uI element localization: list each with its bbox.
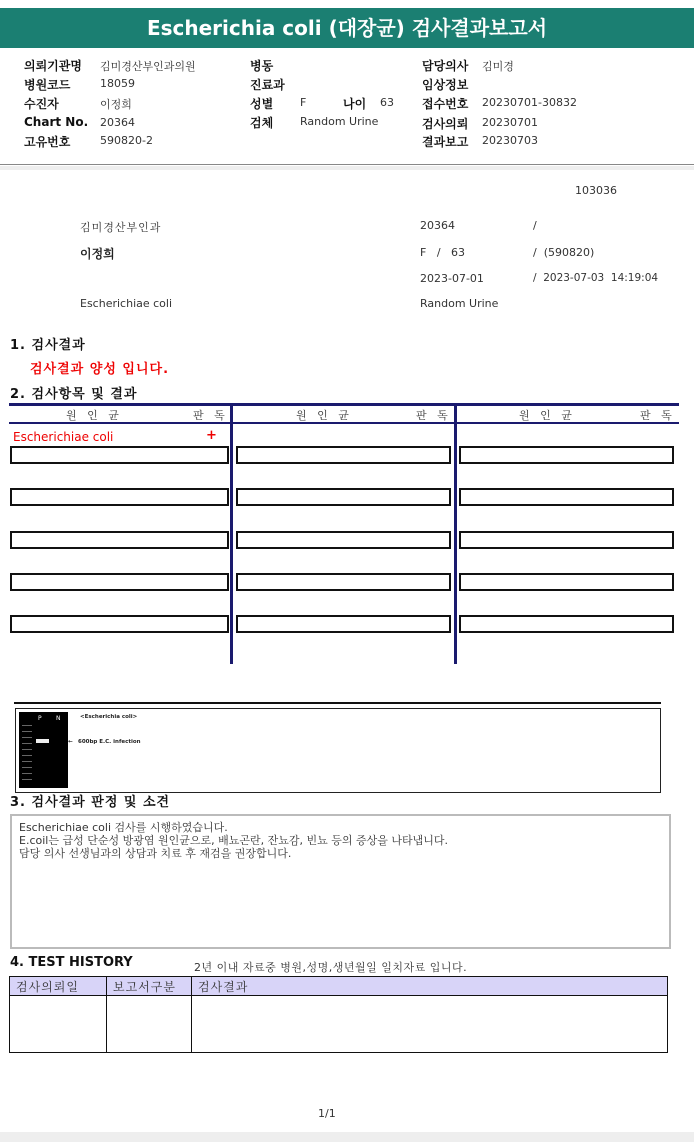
column-rule-2 (454, 403, 457, 664)
section-4-title: 4. TEST HISTORY (10, 955, 133, 970)
specimen-value: Random Urine (300, 115, 379, 128)
info-chart-no: 20364 (420, 219, 455, 232)
history-header-result: 검사결과 (192, 977, 668, 996)
result-box (10, 573, 229, 591)
col-head-reading-1: 판 독 (193, 409, 225, 422)
patient-value: 이정희 (100, 98, 132, 111)
hospital-code-label: 병원코드 (24, 78, 71, 92)
gel-lane-n: N (56, 715, 61, 722)
result-box (459, 488, 674, 506)
result-box (459, 573, 674, 591)
opinion-box (10, 814, 671, 949)
gel-band-label: 600bp E.C. infection (78, 739, 141, 745)
result-box (236, 615, 451, 633)
col-head-organism-1: 원 인 균 (66, 409, 119, 422)
document-number: 103036 (575, 184, 617, 197)
opinion-text (19, 821, 448, 860)
info-request-date: 2023-07-01 (420, 272, 484, 285)
gel-lane-p: P (38, 715, 42, 722)
opinion-line-3: 담당 의사 선생님과의 상담과 치료 후 재검을 권장합니다. (19, 847, 292, 860)
hospital-name-label: 의뢰기관명 (24, 59, 82, 73)
receipt-no-value: 20230701-30832 (482, 96, 577, 109)
info-report-datetime: / 2023-07-03 14:19:04 (533, 272, 659, 284)
gel-top-rule (14, 702, 661, 704)
section-1-title: 1. 검사결과 (10, 338, 86, 353)
hospital-name-value: 김미경산부인과의원 (100, 60, 196, 73)
report-date-value: 20230703 (482, 134, 538, 147)
result-box (10, 615, 229, 633)
info-birth: / (590820) (533, 246, 595, 259)
result-box (236, 531, 451, 549)
result-box (459, 446, 674, 464)
info-slash: / (533, 219, 537, 232)
page-bottom-edge (0, 1132, 694, 1142)
sex-label: 성별 (250, 97, 274, 111)
header-divider (0, 164, 694, 165)
result-box (10, 531, 229, 549)
unique-no-label: 고유번호 (24, 135, 71, 149)
table-top-rule (9, 403, 679, 406)
clinical-info-label: 임상정보 (422, 78, 469, 92)
gel-image (19, 712, 68, 788)
doctor-value: 김미경 (482, 60, 514, 73)
page-number: 1/1 (318, 1107, 336, 1120)
history-cell (10, 996, 107, 1053)
report-title: Escherichia coli (대장균) 검사결과보고서 (0, 8, 694, 48)
report-date-label: 결과보고 (422, 135, 469, 149)
history-header-report-type: 보고서구분 (107, 977, 192, 996)
section-3-title: 3. 검사결과 판정 및 소견 (10, 795, 171, 810)
gel-caption: <Escherichia coli> (80, 714, 138, 720)
history-table (9, 976, 668, 1053)
header-shadow (0, 166, 694, 170)
gel-band-positive (36, 739, 49, 743)
unique-no-value: 590820-2 (100, 134, 153, 147)
gel-image-frame (15, 708, 661, 793)
result-box (10, 488, 229, 506)
result-box (236, 488, 451, 506)
section-2-title: 2. 검사항목 및 결과 (10, 387, 138, 402)
doctor-label: 담당의사 (422, 59, 469, 73)
chart-no-label: Chart No. (24, 115, 89, 129)
opinion-line-2: E.coil는 급성 단순성 방광염 원인균으로, 배뇨곤란, 잔뇨감, 빈뇨 등의 증상을 나타냅니다. (19, 834, 448, 847)
chart-no-value: 20364 (100, 116, 135, 129)
request-date-label: 검사의뢰 (422, 117, 469, 131)
request-date-value: 20230701 (482, 116, 538, 129)
opinion-line-1: Escherichiae coli 검사를 시행하였습니다. (19, 821, 228, 834)
col-head-organism-3: 원 인 균 (519, 409, 572, 422)
history-cell (107, 996, 192, 1053)
info-organism: Escherichiae coli (80, 297, 173, 310)
receipt-no-label: 접수번호 (422, 97, 469, 111)
department-label: 진료과 (250, 78, 285, 92)
result-box (236, 446, 451, 464)
col-head-organism-2: 원 인 균 (296, 409, 349, 422)
sex-value: F (300, 96, 307, 109)
age-value: 63 (380, 96, 394, 109)
col-head-reading-2: 판 독 (416, 409, 448, 422)
result-box (236, 573, 451, 591)
hospital-code-value: 18059 (100, 77, 135, 90)
specimen-label: 검체 (250, 116, 274, 130)
patient-label: 수진자 (24, 97, 59, 111)
result-box (459, 531, 674, 549)
info-patient: 이정희 (80, 247, 115, 261)
history-cell (192, 996, 668, 1053)
info-sex-age: F / 63 (420, 246, 466, 259)
history-header-request-date: 검사의뢰일 (10, 977, 107, 996)
result-positive-text: 검사결과 양성 입니다. (30, 362, 170, 377)
gel-ladder (22, 720, 32, 780)
gel-arrow-icon: ← (68, 739, 73, 745)
column-rule-1 (230, 403, 233, 664)
info-hospital: 김미경산부인과 (80, 221, 162, 234)
result-organism-name: Escherichiae coli (13, 430, 114, 444)
history-note: 2년 이내 자료중 병원,성명,생년월일 일치자료 입니다. (194, 961, 468, 974)
ward-label: 병동 (250, 59, 274, 73)
history-empty-row (10, 996, 668, 1053)
col-head-reading-3: 판 독 (640, 409, 672, 422)
result-mark: + (206, 428, 217, 443)
info-specimen: Random Urine (420, 297, 499, 310)
result-box (10, 446, 229, 464)
result-box (459, 615, 674, 633)
age-label: 나이 (343, 97, 367, 111)
